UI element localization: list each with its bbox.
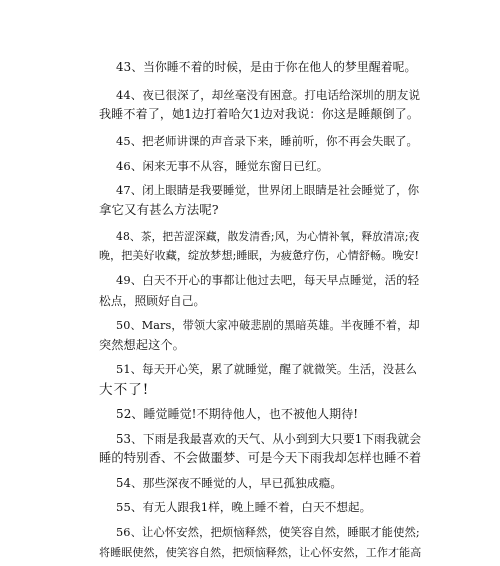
text-line: 46、闲来无事不从容，睡觉东窗日已红。	[116, 159, 329, 173]
text-line: 我睡不着了，她1边打着哈欠1边对我说：你这是睡颠倒了。	[99, 107, 420, 121]
text-line: 51、每天开心笑，累了就睡觉，醒了就微笑。生活，没甚么	[116, 362, 418, 376]
text-line: 松点，照顾好自己。	[99, 294, 206, 308]
text-line: 56、让心怀安然，把烦恼释然，使笑容自然，睡眠才能使然;	[116, 525, 420, 539]
text-line: 47、闭上眼睛是我要睡觉，世界闭上眼睛是社会睡觉了，你	[116, 183, 420, 197]
text-line: 54、那些深夜不睡觉的人，早已孤独成瘾。	[116, 476, 343, 490]
text-line: 48、茶，把苦涩深藏，散发清香;风，为心情补氧，释放清凉;夜	[116, 230, 420, 243]
text-line: 45、把老师讲课的声音录下来，睡前听，你不再会失眠了。	[116, 134, 418, 148]
text-line: 拿它又有甚么方法呢?	[99, 202, 219, 217]
text-line: 52、睡觉睡觉!不期待他人，也不被他人期待!	[116, 407, 359, 421]
text-line: 43、当你睡不着的时候，是由于你在他人的梦里醒着呢。	[116, 60, 417, 74]
text-line: 大不了!	[99, 382, 150, 398]
text-line: 将睡眠使然，使笑容自然，把烦恼释然，让心怀安然，工作才能高	[99, 546, 422, 559]
text-line: 49、白天不开心的事都让他过去吧，每天早点睡觉，活的轻	[116, 273, 420, 287]
text-line: 晚，把美好收藏，绽放梦想;睡眠，为疲惫疗伤，心情舒畅。晚安!	[99, 249, 420, 262]
text-line: 突然想起这个。	[99, 338, 185, 352]
text-line: 53、下雨是我最喜欢的天气、从小到到大只要1下雨我就会	[116, 432, 422, 446]
text-line: 44、夜已很深了，却丝毫没有困意。打电话给深圳的朋友说	[116, 88, 421, 102]
text-line: 50、Mars，带领大家冲破悲剧的黑暗英雄。半夜睡不着，却	[116, 319, 420, 332]
text-line: 55、有无人跟我1样，晚上睡不着，白天不想起。	[116, 500, 372, 514]
text-line: 睡的特别香、不会做噩梦、可是今天下雨我却怎样也睡不着	[99, 451, 422, 465]
